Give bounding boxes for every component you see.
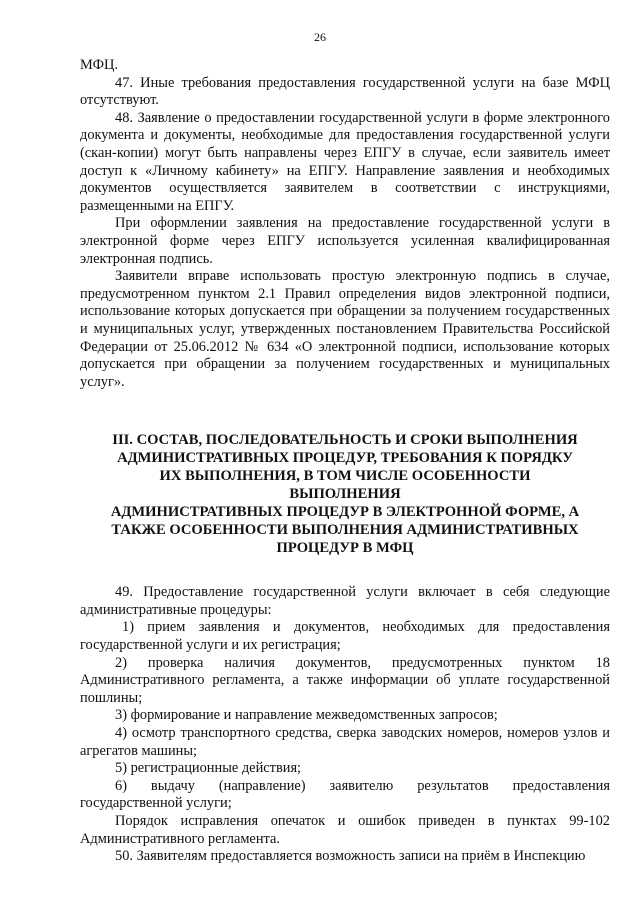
heading-line: ИХ ВЫПОЛНЕНИЯ, В ТОМ ЧИСЛЕ ОСОБЕННОСТИ — [159, 468, 531, 485]
list-item: 5) регистрационные действия; — [115, 760, 302, 777]
paragraph-mfc-tail: МФЦ. — [80, 57, 118, 73]
heading-line: III. СОСТАВ, ПОСЛЕДОВАТЕЛЬНОСТЬ И СРОКИ ВЫПОЛНЕНИЯ — [112, 432, 578, 449]
list-item: 1) прием заявления и документов, необходимых для предоставления государственной услуги и их регистрация; — [80, 619, 610, 654]
document-body — [80, 57, 610, 866]
paragraph-49-corrections: Порядок исправления опечаток и ошибок приведен в пунктах 99-102 Административного регламента. — [80, 813, 610, 847]
paragraph-48-signature: При оформлении заявления на предоставление государственной услуги в электронной форме через ЕПГУ используется усиленная квалифицированная электронная подпись. — [80, 215, 610, 267]
heading-line: АДМИНИСТРАТИВНЫХ ПРОЦЕДУР, ТРЕБОВАНИЯ К ПОРЯДКУ — [117, 450, 573, 467]
list-item: 3) формирование и направление межведомственных запросов; — [115, 707, 498, 724]
heading-line: АДМИНИСТРАТИВНЫХ ПРОЦЕДУР В ЭЛЕКТРОННОЙ ФОРМЕ, А — [110, 504, 580, 521]
list-item: 4) осмотр транспортного средства, сверка заводских номеров, номеров узлов и агрегатов машины; — [80, 725, 610, 759]
heading-line: ВЫПОЛНЕНИЯ — [289, 486, 401, 503]
paragraph-50: 50. Заявителям предоставляется возможность записи на приём в Инспекцию — [115, 848, 586, 865]
page-number: 26 — [314, 30, 326, 44]
list-item: 6) выдачу (направление) заявителю результатов предоставления государственной услуги; — [80, 777, 610, 812]
list-item: 2) проверка наличия документов, предусмотренных пунктом 18 Административного регламента, а также информации об уплате государственной пошлины; — [80, 654, 610, 706]
paragraph-47: 47. Иные требования предоставления государственной услуги на базе МФЦ отсутствуют. — [80, 74, 610, 109]
paragraph-49: 49. Предоставление государственной услуги включает в себя следующие административные процедуры: — [80, 584, 610, 618]
heading-line: ТАКЖЕ ОСОБЕННОСТИ ВЫПОЛНЕНИЯ АДМИНИСТРАТИВНЫХ — [111, 522, 579, 539]
paragraph-48-simple-signature: Заявители вправе использовать простую электронную подпись в случае, предусмотренном пунктом 2.1 Правил определения видов электронной подписи, использование которых допускается при обращении за получением государственных и муниципальных услуг, утвержденных постановлением Правительства Российской Федерации от 25.06.2012 № 634 «О электронной подписи, использование которых допускается при обращении за получением государственных и муниципальных услуг». — [80, 268, 610, 390]
heading-line: ПРОЦЕДУР В МФЦ — [276, 540, 414, 557]
section-heading — [80, 431, 610, 557]
paragraph-48: 48. Заявление о предоставлении государственной услуги в форме электронного документа и документы, необходимые для предоставления государственной услуги (скан-копии) могут быть направлены через ЕПГУ в случае, если заявитель имеет доступ к «Личному кабинету» на ЕПГУ. Направление заявления и необходимых документов осуществляется заявителем в соответствии с инструкциями, размещенными на ЕПГУ. — [80, 109, 610, 214]
